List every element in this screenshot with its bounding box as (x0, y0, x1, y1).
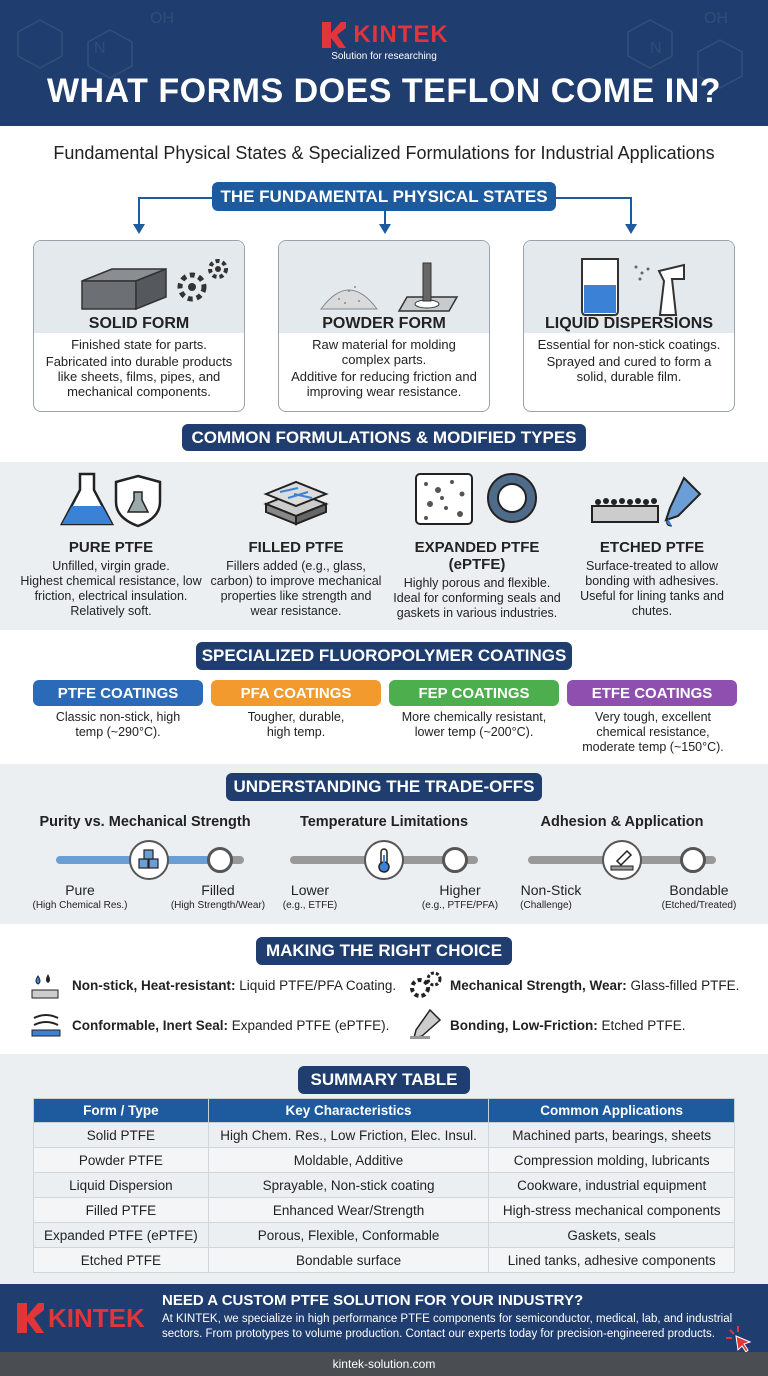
footer-headline: NEED A CUSTOM PTFE SOLUTION FOR YOUR INDUSTRY? (162, 1292, 584, 1309)
choice-item (72, 978, 402, 993)
table-cell: High-stress mechanical components (489, 1198, 735, 1223)
cubes-icon (129, 840, 169, 880)
choice-text: Liquid PTFE/PFA Coating. (235, 978, 397, 993)
table-cell: Porous, Flexible, Conformable (208, 1223, 489, 1248)
formulation-expanded (390, 470, 564, 621)
state-desc: Fabricated into durable products like sheets, films, pipes, and mechanical components. (45, 354, 233, 399)
coating-desc: Classic non-stick, high temp (~290°C). (55, 710, 181, 739)
table-cell: Machined parts, bearings, sheets (489, 1123, 735, 1148)
tradeoff-left-sub: (High Chemical Res.) (32, 900, 128, 911)
connector-arrowheads (0, 224, 768, 238)
tradeoff-title: Purity vs. Mechanical Strength (39, 814, 251, 830)
state-desc: Additive for reducing friction and improving wear resistance. (291, 369, 477, 399)
table-cell: High Chem. Res., Low Friction, Elec. Insul. (208, 1123, 489, 1148)
formulation-filled (208, 470, 384, 619)
formulation-desc: Useful for lining tanks and chutes. (580, 589, 724, 618)
choice-text: Expanded PTFE (ePTFE). (228, 1018, 390, 1033)
state-desc: Sprayed and cured to form a solid, durable film. (546, 354, 712, 384)
table-cell: Lined tanks, adhesive components (489, 1248, 735, 1273)
tradeoff-right-sub: (e.g., PTFE/PFA) (421, 900, 499, 911)
formulation-title: PURE PTFE (68, 539, 154, 556)
header-logo (0, 18, 768, 52)
formulation-title: EXPANDED PTFE (ePTFE) (414, 539, 540, 573)
choice-item (450, 1018, 750, 1033)
state-title: LIQUID DISPERSIONS (544, 315, 714, 332)
choice-bold: Conformable, Inert Seal: (72, 1018, 229, 1033)
table-cell: Sprayable, Non-stick coating (208, 1173, 489, 1198)
tradeoff-left-label: Lower (290, 882, 330, 898)
section-heading-summary: SUMMARY TABLE (298, 1066, 470, 1094)
footer-url-link[interactable]: kintek-solution.com (332, 1357, 436, 1371)
choice-item (72, 1018, 402, 1033)
footer-logo (14, 1296, 145, 1340)
table-row (34, 1148, 735, 1173)
table-cell: Expanded PTFE (ePTFE) (34, 1223, 209, 1248)
table-cell: Enhanced Wear/Strength (208, 1198, 489, 1223)
tradeoff-right-label: Bondable (669, 882, 729, 898)
logo-text: KINTEK (353, 21, 449, 48)
application-tool-icon (602, 840, 642, 880)
section-heading-coatings: SPECIALIZED FLUOROPOLYMER COATINGS (196, 642, 572, 670)
tradeoff-right-label: Higher (439, 882, 481, 898)
tradeoff-title: Temperature Limitations (299, 814, 469, 830)
table-row (34, 1248, 735, 1273)
kintek-logo-icon (319, 20, 347, 50)
choice-text: Glass-filled PTFE. (626, 978, 740, 993)
cursor-click-icon (724, 1324, 754, 1354)
formulation-desc: Highest chemical resistance, low friction, electrical insulation. Relatively soft. (20, 574, 202, 618)
state-title: SOLID FORM (88, 315, 190, 332)
hex-pattern-text: N (650, 40, 662, 57)
coating-desc: Very tough, excellent chemical resistance, moderate temp (~150°C). (582, 710, 724, 754)
tradeoff-left-sub: (Challenge) (520, 900, 572, 911)
state-card-solid (33, 240, 245, 412)
table-cell: Compression molding, lubricants (489, 1148, 735, 1173)
table-cell: Etched PTFE (34, 1248, 209, 1273)
tradeoff-slider-knob (207, 847, 233, 873)
gears-icon (408, 970, 442, 1002)
choice-bold: Non-stick, Heat-resistant: (72, 978, 236, 993)
page-subtitle: Fundamental Physical States & Specialized Formulations for Industrial Applications (53, 143, 715, 163)
formulation-desc: Ideal for conforming seals and gaskets in various industries. (393, 591, 561, 620)
table-cell: Solid PTFE (34, 1123, 209, 1148)
coating-desc: More chemically resistant, lower temp (~200°C). (401, 710, 547, 739)
tradeoff-left-label: Non-Stick (520, 882, 582, 898)
coating-tag-ptfe: PTFE COATINGS (33, 680, 203, 706)
state-desc: Raw material for molding complex parts. (312, 337, 456, 367)
table-header-row (34, 1099, 735, 1123)
flask-shield-icon (18, 470, 204, 530)
choice-bold: Mechanical Strength, Wear: (450, 978, 627, 993)
coating-desc: Tougher, durable, high temp. (247, 710, 345, 739)
choice-text: Etched PTFE. (597, 1018, 686, 1033)
section-heading-formulations: COMMON FORMULATIONS & MODIFIED TYPES (182, 424, 586, 451)
tradeoff-slider-knob (680, 847, 706, 873)
hex-pattern-text: OH (150, 10, 174, 27)
thermometer-icon (364, 840, 404, 880)
tradeoff-right-sub: (High Strength/Wear) (170, 900, 266, 911)
state-card-liquid (523, 240, 735, 412)
seal-layers-icon (30, 1010, 62, 1040)
section-heading-states: THE FUNDAMENTAL PHYSICAL STATES (212, 182, 556, 211)
tradeoff-right-sub: (Etched/Treated) (661, 900, 737, 911)
footer-logo-text: KINTEK (48, 1302, 145, 1333)
table-cell: Liquid Dispersion (34, 1173, 209, 1198)
formulation-desc: Unfilled, virgin grade. (52, 559, 170, 573)
coating-tag-etfe: ETFE COATINGS (567, 680, 737, 706)
tradeoff-left-sub: (e.g., ETFE) (282, 900, 338, 911)
table-cell: Gaskets, seals (489, 1223, 735, 1248)
tradeoff-left-label: Pure (65, 882, 95, 898)
kintek-logo-icon (14, 1301, 46, 1335)
table-cell: Bondable surface (208, 1248, 489, 1273)
table-row (34, 1223, 735, 1248)
choice-item (450, 978, 750, 993)
page-title: WHAT FORMS DOES TEFLON COME IN? (46, 72, 722, 110)
table-row (34, 1173, 735, 1198)
table-cell: Moldable, Additive (208, 1148, 489, 1173)
coating-tag-pfa: PFA COATINGS (211, 680, 381, 706)
formulation-desc: Fillers added (e.g., glass, carbon) to improve mechanical properties like strength and wear resistance. (210, 559, 382, 618)
formulation-etched (568, 470, 736, 619)
connector-line (138, 197, 140, 227)
state-desc: Finished state for parts. (71, 337, 207, 352)
tradeoff-slider-knob (442, 847, 468, 873)
choice-bold: Bonding, Low-Friction: (450, 1018, 598, 1033)
layered-sheet-icon (208, 470, 384, 530)
table-row (34, 1123, 735, 1148)
state-desc: Essential for non-stick coatings. (537, 337, 721, 352)
tradeoff-title: Adhesion & Application (540, 814, 704, 830)
table-header: Key Characteristics (208, 1099, 489, 1123)
porous-gasket-icon (390, 470, 564, 530)
formulation-title: FILLED PTFE (248, 539, 344, 556)
formulation-pure (18, 470, 204, 619)
table-cell: Powder PTFE (34, 1148, 209, 1173)
table-row (34, 1198, 735, 1223)
coating-tag-fep: FEP COATINGS (389, 680, 559, 706)
summary-table (33, 1098, 735, 1273)
table-cell: Filled PTFE (34, 1198, 209, 1223)
adhesive-tube-icon (408, 1008, 442, 1040)
hex-pattern-text: N (94, 40, 106, 57)
footer-body: At KINTEK, we specialize in high performance PTFE components for semiconductor, medical, lab, and industrial sectors. From prototypes to volume production. Contact our experts today for precision-engineered products. (162, 1313, 733, 1340)
state-title: POWDER FORM (322, 315, 446, 332)
section-heading-choice: MAKING THE RIGHT CHOICE (256, 937, 512, 965)
formulation-desc: Surface-treated to allow bonding with adhesives. (585, 559, 719, 588)
table-header: Common Applications (489, 1099, 735, 1123)
section-heading-tradeoffs: UNDERSTANDING THE TRADE-OFFS (226, 773, 542, 801)
drops-pan-icon (30, 972, 60, 1002)
connector-line (630, 197, 632, 227)
table-header: Form / Type (34, 1099, 209, 1123)
state-card-powder (278, 240, 490, 412)
tradeoff-right-label: Filled (201, 882, 235, 898)
table-cell: Cookware, industrial equipment (489, 1173, 735, 1198)
logo-tagline: Solution for researching (331, 51, 437, 62)
formulation-desc: Highly porous and flexible. (403, 576, 551, 590)
formulation-title: ETCHED PTFE (599, 539, 705, 556)
hex-pattern-text: OH (704, 10, 728, 27)
etched-surface-adhesive-icon (568, 470, 736, 530)
